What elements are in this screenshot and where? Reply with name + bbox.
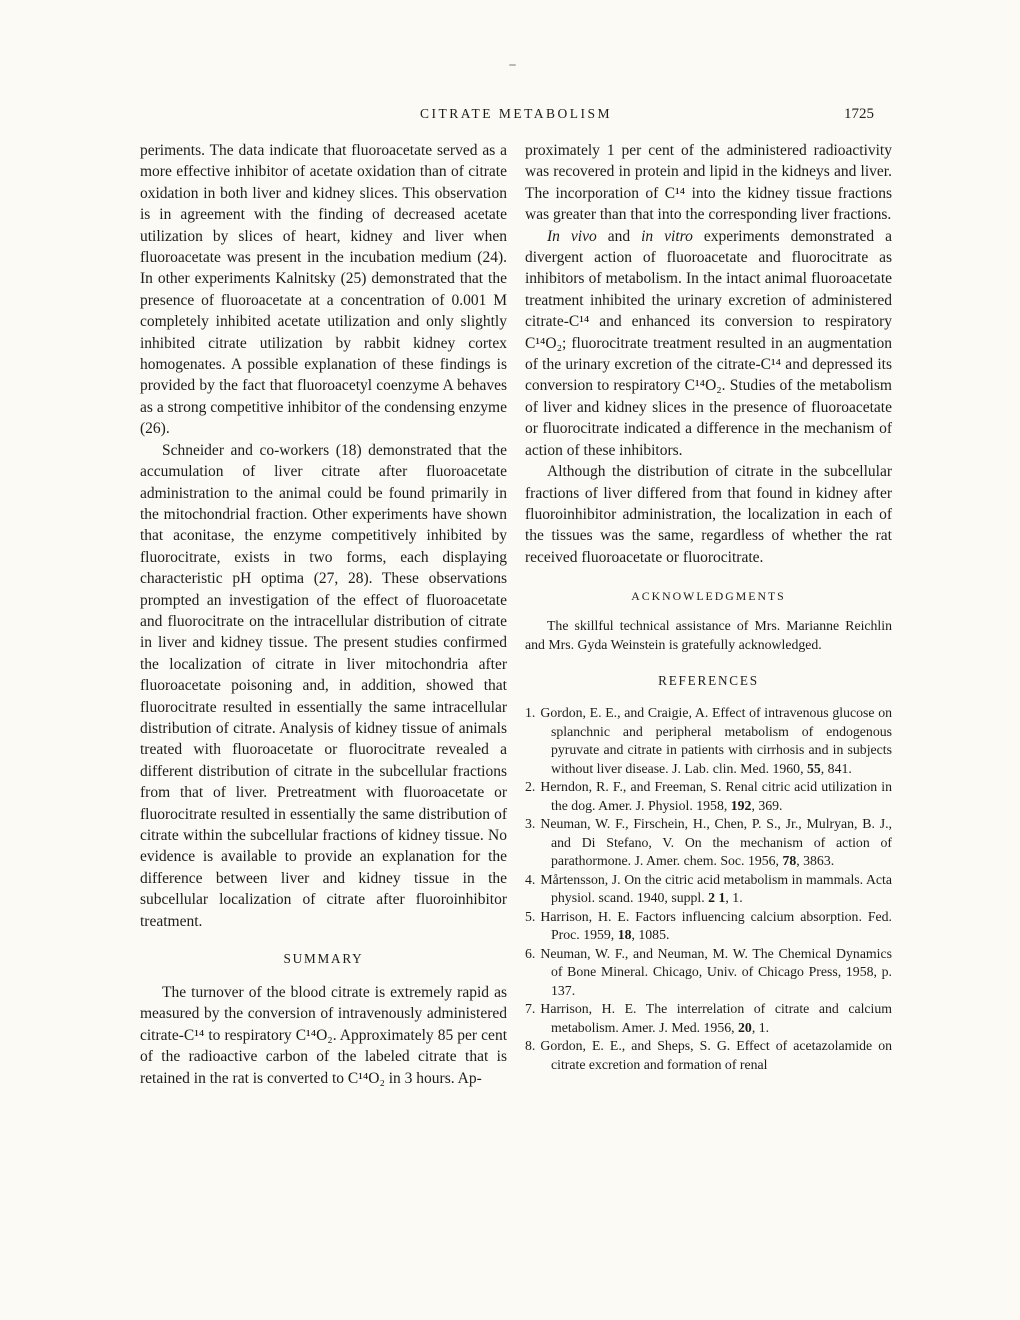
paragraph [525,617,892,654]
text-run: 20 [738,1019,752,1035]
text-run: and [596,227,642,245]
text-run: Neuman, W. F., and Neuman, M. W. The Chemical Dynamics of Bone Mineral. Chicago, Univ. of Chicago Press, 1958, p. 137. [540,945,892,998]
section-heading: REFERENCES [658,673,759,689]
text-run: The turnover of the blood citrate is extremely rapid as measured by the conversion of intravenously administered citrate-C¹⁴ to respiratory C¹⁴O₂. Approximately 85 per cent of the radioactive carbon of the labeled citrate that is retained in the rat is converted to C¹⁴O₂ in 3 hours. Ap- [140,984,507,1087]
reference-item [525,778,892,815]
right-column [525,140,892,1074]
reference-item [525,1037,892,1074]
text-run: proximately 1 per cent of the administered radioactivity was recovered in protein and lipid in the kidneys and liver. The incorporation of C¹⁴ into the kidney tissue fractions was greater than that into the corresponding liver fractions. [525,142,892,224]
paragraph [140,440,507,932]
paragraph [525,140,892,226]
text-run: 2 1 [708,890,726,906]
text-run: Gordon, E. E., and Sheps, S. G. Effect of acetazolamide on citrate excretion and formation of renal [540,1038,892,1072]
text-run: Mårtensson, J. On the citric acid metabolism in mammals. Acta physiol. scand. 1940, suppl. [540,871,892,906]
text-run: The skillful technical assistance of Mrs. Marianne Reichlin and Mrs. Gyda Weinstein is gratefully acknowledged. [525,618,892,652]
running-title: CITRATE METABOLISM [419,106,613,121]
text-run: Harrison, H. E. The interrelation of citrate and calcium metabolism. Amer. J. Med. 1956, [540,1001,892,1035]
text-run: Although the distribution of citrate in the subcellular fractions of liver differed from that found in kidney after fluoroinhibitor administration, the localization in each of the tissues was the same, regardless of whether the rat received fluoroacetate or fluorocitrate. [525,463,892,566]
reference-number: 6. [525,945,536,961]
text-run: Herndon, R. F., and Freeman, S. Renal citric acid utilization in the dog. Amer. J. Physiol. 1958, [540,779,892,813]
reference-item [525,908,892,945]
section-heading: ACKNOWLEDGMENTS [631,589,786,604]
text-run: 192 [730,797,752,813]
reference-item [525,815,892,871]
two-column-layout [140,140,892,1089]
text-run: Neuman, W. F., Firschein, H., Chen, P. S., Jr., Mulryan, B. J., and Di Stefano, V. On the mechanism of action of parathormone. J. Amer. chem. Soc. 1956, [540,816,892,869]
text-run: , 1085. [631,927,670,943]
text-run: periments. The data indicate that fluoroacetate served as a more effective inhibitor of acetate oxidation than of citrate oxidation in both liver and kidney slices. This observation is in agreement with the finding of decreased acetate utilization by slices of heart, kidney and liver when fluoroacetate was present in the incubation medium (24). In other experiments Kalnitsky (25) demonstrated that the presence of fluoroacetate at a concentration of 0.001 M completely inhibited acetate utilization and only slightly inhibited citrate utilization by rabbit kidney cortex homogenates. A possible explanation of these findings is provided by the fact that fluoroacetyl coenzyme A behaves as a strong competitive inhibitor of the condensing enzyme (26). [140,142,507,438]
text-run: experiments demonstrated a divergent action of fluoroacetate and fluorocitrate as inhibitors of metabolism. In the intact animal fluoroacetate treatment inhibited the urinary excretion of administered citrate-C¹⁴ and enhanced its conversion to respiratory C¹⁴O₂; fluorocitrate treatment resulted in an augmentation of the urinary excretion of the citrate-C¹⁴ and depressed its conversion to respiratory C¹⁴O₂. Studies of the metabolism of liver and kidney slices in the presence of fluoroacetate or fluorocitrate indicated a difference in the mechanism of action of these inhibitors. [525,227,892,459]
page-content [140,104,892,1089]
text-run: in vitro [641,227,693,245]
text-run: 18 [617,927,632,943]
text-run: 55 [806,760,821,776]
text-run: Schneider and co-workers (18) demonstrated that the accumulation of liver citrate after fluoroacetate administration to the animal could be found primarily in the mitochondrial fraction. Other experiments have shown that aconitase, the enzyme competitively inhibited by fluorocitrate, exists in two forms, each displaying characteristic pH optima (27, 28). These observations prompted an investigation of the effect of fluoroacetate and fluorocitrate on the intracellular distribution of citrate in liver and kidney tissue. The present studies confirmed the localization of citrate in liver mitochondria after fluoroacetate poisoning and, in addition, showed that fluorocitrate resulted in essentially the same intracellular distribution of citrate. Analysis of kidney tissue of animals treated with fluoroacetate or fluorocitrate revealed a different distribution of citrate in the subcellular fractions from that of liver. Pretreatment with fluoroacetate or fluorocitrate resulted in essentially the same distribution of citrate within the subcellular fractions of kidney tissue. No evidence is available to provide an explanation for the difference between liver and kidney tissue in the subcellular localization of citrate after fluoroinhibitor treatment. [140,441,507,930]
text-run: , 1. [751,1019,770,1035]
reference-item [525,1000,892,1037]
scan-artifact [509,64,516,66]
text-run: , 369. [751,797,783,813]
page-header [140,104,892,124]
reference-item [525,704,892,778]
paragraph [140,982,507,1089]
paragraph [525,461,892,568]
left-column [140,140,507,1089]
reference-number: 4. [525,871,536,887]
text-run: Gordon, E. E., and Craigie, A. Effect of intravenous glucose on splanchnic and peripheral metabolism of endogenous pyruvate and citrate in patients with cirrhosis and in subjects without liver disease. J. Lab. clin. Med. 1960, [540,705,892,776]
text-run: , 1. [725,890,743,906]
reference-number: 8. [525,1038,536,1054]
text-run: , 841. [820,760,852,776]
reference-number: 5. [525,908,536,924]
reference-item [525,945,892,1001]
reference-item [525,871,892,908]
text-run: Harrison, H. E. Factors influencing calcium absorption. Fed. Proc. 1959, [540,908,892,943]
text-run: 78 [782,853,797,869]
paragraph [140,140,507,440]
paragraph [525,226,892,461]
reference-number: 3. [525,816,536,832]
reference-number: 7. [525,1001,536,1017]
text-run: , 3863. [796,853,835,869]
reference-number: 2. [525,779,536,795]
reference-number: 1. [525,705,536,721]
page-number: 1725 [844,106,874,122]
section-heading: SUMMARY [283,951,364,967]
text-run: In vivo [547,227,597,245]
